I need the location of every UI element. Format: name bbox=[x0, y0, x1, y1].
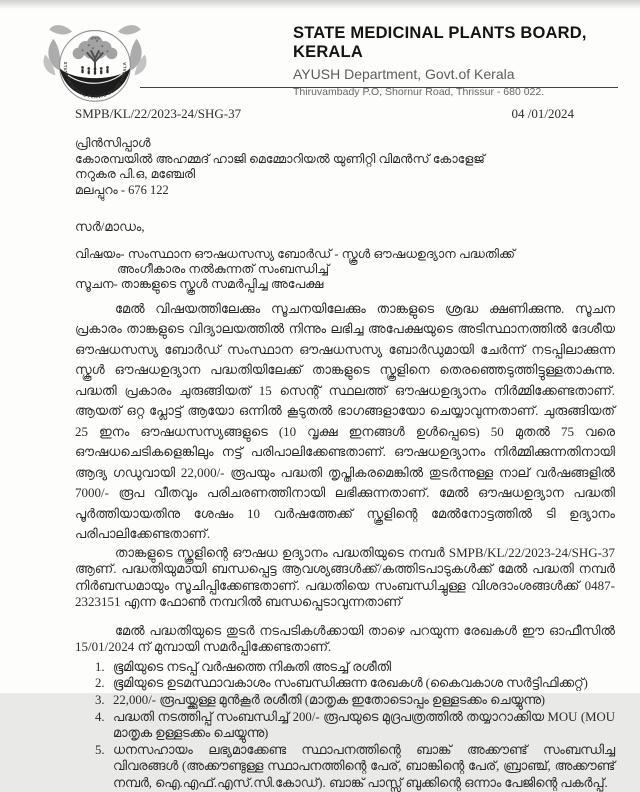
seal-top-text: औषधि bbox=[90, 36, 100, 41]
letterhead-rule bbox=[140, 87, 618, 88]
list-item bbox=[95, 742, 615, 792]
org-department: AYUSH Department, Govt.of Kerala bbox=[293, 65, 515, 82]
list-item-text: ഭൂമിയുടെ ഉടമസ്ഥാവകാശം സംബന്ധിക്കുന്ന രേഖകൾ (കൈവകാശ സർട്ടിഫിക്കറ്റ്) bbox=[113, 676, 588, 691]
salutation: സർ/മാഡം, bbox=[75, 219, 145, 235]
org-seal bbox=[43, 16, 147, 120]
list-item-text: ധനസഹായം ലഭ്യമാക്കേണ്ട സ്ഥാപനത്തിന്റെ ബാങ്ക് അക്കൗണ്ട് സംബന്ധിച്ച വിവരങ്ങൾ (അക്കൗണ്ടുള്ള സ്ഥാപനത്തിന്റെ പേര്, ബാങ്കിന്റെ പേര്, ബ്രാഞ്ച്, അക്കൗണ്ട് നമ്പർ, ഐ.എഫ്.എസ്.സി.കോഡ്). ബാങ്ക് പാസ്സ് ബുക്കിന്റെ ഒന്നാം പേജിന്റെ പകർപ്പ്. bbox=[113, 742, 615, 790]
body-paragraph-3: മേൽ പദ്ധതിയുടെ തുടർ നടപടികൾക്കായി താഴെ പറയുന്ന രേഖകൾ ഈ ഓഫീസിൽ 15/01/2024 ന് മുമ്പായി സമർപ്പിക്കേണ്ടതാണ്. bbox=[75, 622, 615, 655]
list-item bbox=[95, 692, 615, 709]
body-paragraph-1: മേൽ വിഷയത്തിലേക്കും സൂചനയിലേക്കും താങ്കളുടെ ശ്രദ്ധ ക്ഷണിക്കുന്നു. സൂചന പ്രകാരം താങ്കളുടെ വിദ്യാലയത്തിൽ നിന്നും ലഭിച്ച അപേക്ഷയുടെ അടിസ്ഥാനത്തിൽ ദേശീയ ഔഷധസസ്യ ബോർഡ് സംസ്ഥാന ഔഷധസസ്യ ബോർഡുമായി ചേർന്ന് നടപ്പിലാക്കുന്ന സ്കൂൾ ഔഷധഉദ്യാന പദ്ധതിയിലേക്ക് താങ്കളുടെ സ്കൂളിനെ തെരഞ്ഞെടുത്തിട്ടുള്ളതാകുന്നു. പദ്ധതി പ്രകാരം ചുരുങ്ങിയത് 15 സെന്റ് സ്ഥലത്ത് ഔഷധഉദ്യാനം നിർമ്മിക്കേണ്ടതാണ്. ആയത് ഒറ്റ പ്ലോട്ട് ആയോ ഒന്നിൽ കൂടുതൽ ഭാഗങ്ങളായോ ചെയ്യാവുന്നതാണ്. ചുരുങ്ങിയത് 25 ഇനം ഔഷധസസ്യങ്ങളുടെ (10 വൃക്ഷ ഇനങ്ങൾ ഉൾപ്പെടെ) 50 മുതൽ 75 വരെ ഔഷധചെടികളെങ്കിലും നട്ട് പരിപാലിക്കേണ്ടതാണ്. ഔഷധഉദ്യാനം നിർമ്മിക്കുന്നതിനായി ആദ്യ ഗഡുവായി 22,000/- രൂപയും പദ്ധതി തൃപ്തികരമെങ്കിൽ തുടർന്നുള്ള നാല് വർഷങ്ങളിൽ 7000/- രൂപ വീതവും പരിചരണത്തിനായി ലഭിക്കുന്നതാണ്. മേൽ ഔഷധഉദ്യാന പദ്ധതി പൂർത്തിയായതിനു ശേഷം 10 വർഷത്തേക്ക് സ്കൂളിന്റെ മേൽനോട്ടത്തിൽ ടി ഉദ്യാനം പരിപാലിക്കേണ്ടതാണ്. bbox=[75, 300, 616, 542]
documents-list bbox=[75, 659, 615, 792]
list-item bbox=[95, 675, 615, 692]
list-item-number: 1. bbox=[95, 659, 105, 674]
recipient-block bbox=[75, 136, 615, 198]
seal-leaf-left-icon bbox=[43, 25, 72, 75]
recipient-line-1: പ്രിൻസിപ്പാൾ bbox=[75, 136, 151, 150]
seal-tree-icon bbox=[73, 36, 118, 72]
letter-body bbox=[75, 136, 615, 792]
list-item-number: 4. bbox=[95, 709, 105, 724]
list-item-number: 2. bbox=[95, 676, 105, 691]
letter-date: 04 /01/2024 bbox=[511, 106, 574, 121]
list-item-number: 3. bbox=[95, 692, 105, 707]
seal-leaf-right-icon bbox=[118, 25, 147, 75]
subject-line-2: അംഗീകാരം നൽകുന്നത് സംബന്ധിച്ച് bbox=[117, 262, 330, 277]
body-paragraph-2: താങ്കളുടെ സ്കൂളിന്റെ ഔഷധ ഉദ്യാനം പദ്ധതിയുടെ നമ്പർ SMPB/KL/22/2023-24/SHG-37 ആണ്. പദ്ധതിയുമായി ബന്ധപ്പെട്ട ആവശ്യങ്ങൾക്ക്/കത്തിടപാടുകൾക്ക് മേൽ പദ്ധതി നമ്പർ നിർബന്ധമായും സൂചിപ്പിക്കേണ്ടതാണ്. പദ്ധതിയെ സംബന്ധിച്ചുള്ള വിശദാംശങ്ങൾക്ക് 0487-2323151 എന്ന ഫോൺ നമ്പറിൽ ബന്ധപ്പെടാവുന്നതാണ് bbox=[75, 544, 615, 610]
recipient-line-4: മലപ്പുറം - 676 122 bbox=[75, 182, 169, 197]
list-item-text: 22,000/- രൂപയ്ക്കുള്ള മുൻകൂർ രശീതി (മാതൃക ഇതോടൊപ്പം ഉള്ളടക്കം ചെയ്യുന്നു) bbox=[113, 692, 546, 707]
list-item-text: ഭൂമിയുടെ നടപ്പ് വർഷത്തെ നികുതി അടച്ച് രശീതി bbox=[113, 659, 392, 674]
recipient-line-2: കോരമ്പയിൽ അഹമ്മദ് ഹാജി മെമ്മോറിയൽ യുണിറ്റി വിമൻസ് കോളേജ് bbox=[75, 151, 485, 166]
reference-number: SMPB/KL/22/2023-24/SHG-37 bbox=[75, 106, 242, 121]
subject-line-3: സൂചന- താങ്കളുടെ സ്കൂൾ സമർപ്പിച്ച അപേക്ഷ bbox=[75, 276, 324, 291]
list-item-text: പദ്ധതി നടത്തിപ്പ് സംബന്ധിച്ച് 200/- രൂപയുടെ മുദ്രപത്രത്തിൽ തയ്യാറാക്കിയ MOU (MOU മാതൃക ഉള്ളടക്കം ചെയ്യുന്നു) bbox=[113, 709, 615, 741]
scan-edge-shadow bbox=[0, 0, 640, 9]
list-item-number: 5. bbox=[95, 742, 105, 757]
reference-row bbox=[75, 106, 574, 122]
list-item bbox=[95, 709, 615, 742]
seal-ring-text: STATE MEDICINAL PLANTS BOARD KERALA bbox=[62, 61, 128, 100]
org-address: Thiruvambady P.O, Shornur Road, Thrissur - 680 022. bbox=[293, 85, 545, 98]
subject-block bbox=[75, 247, 615, 291]
recipient-line-3: നറുകര പി.ഒ, മഞ്ചേരി bbox=[75, 167, 196, 182]
subject-line-1: വിഷയം- സംസ്ഥാന ഔഷധസസ്യ ബോർഡ് - സ്കൂൾ ഔഷധഉദ്യാന പദ്ധതിക്ക് bbox=[75, 247, 515, 262]
org-name: STATE MEDICINAL PLANTS BOARD, KERALA bbox=[293, 24, 587, 61]
list-item bbox=[95, 659, 615, 676]
